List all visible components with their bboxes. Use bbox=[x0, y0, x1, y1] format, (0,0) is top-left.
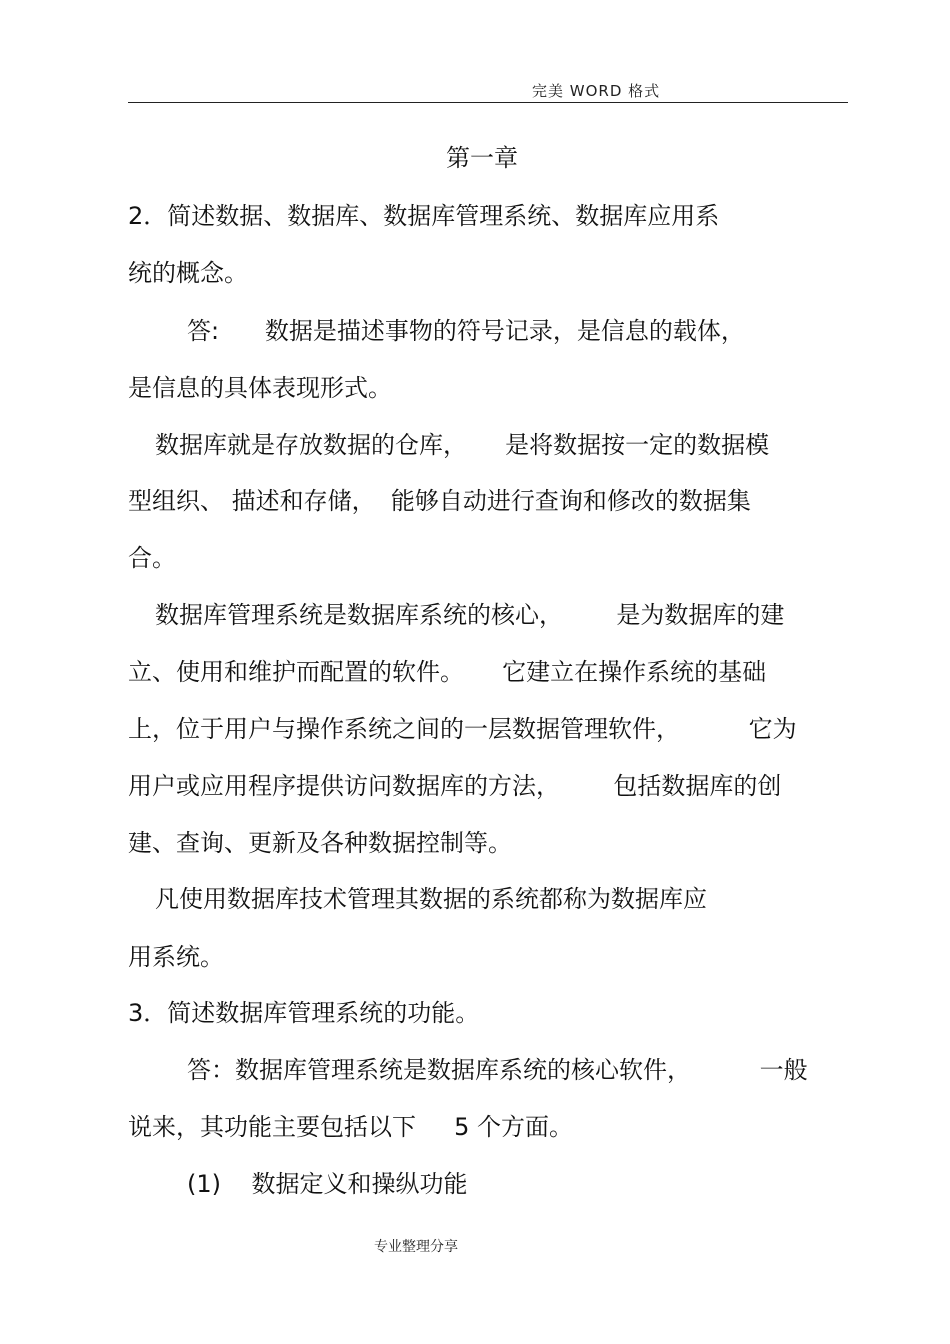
paragraph-dbms-line-2: 立、使用和维护而配置的软件。 它建立在操作系统的基础 bbox=[128, 658, 767, 686]
paragraph-dbas-line-1: 凡使用数据库技术管理其数据的系统都称为数据库应 bbox=[155, 885, 707, 913]
header-rule bbox=[128, 102, 848, 103]
answer-3-line-2: 说来，其功能主要包括以下 5 个方面。 bbox=[128, 1113, 574, 1141]
list-item-1: (1) 数据定义和操纵功能 bbox=[187, 1170, 468, 1198]
answer-2-line-1: 答: 数据是描述事物的符号记录，是信息的载体， bbox=[187, 317, 745, 345]
page-footer: 专业整理分享 bbox=[374, 1239, 458, 1255]
chapter-title: 第一章 bbox=[446, 144, 518, 172]
paragraph-dbms-line-1: 数据库管理系统是数据库系统的核心， 是为数据库的建 bbox=[155, 601, 785, 629]
question-2-line-1: 2．简述数据、数据库、数据库管理系统、数据库应用系 bbox=[128, 202, 720, 230]
question-2-line-2: 统的概念。 bbox=[128, 259, 248, 287]
paragraph-dbms-line-3: 上，位于用户与操作系统之间的一层数据管理软件， 它为 bbox=[128, 715, 797, 743]
paragraph-database-line-2: 型组织、 描述和存储， 能够自动进行查询和修改的数据集 bbox=[128, 487, 751, 515]
paragraph-dbas-line-2: 用系统。 bbox=[128, 943, 224, 971]
paragraph-dbms-line-4: 用户或应用程序提供访问数据库的方法， 包括数据库的创 bbox=[128, 772, 782, 800]
page-header: 完美 WORD 格式 bbox=[532, 82, 661, 100]
answer-3-line-1: 答：数据库管理系统是数据库系统的核心软件， 一般 bbox=[187, 1056, 808, 1084]
paragraph-database-line-3: 合。 bbox=[128, 544, 176, 572]
paragraph-dbms-line-5: 建、查询、更新及各种数据控制等。 bbox=[128, 829, 512, 857]
question-3: 3．简述数据库管理系统的功能。 bbox=[128, 999, 480, 1027]
answer-2-line-2: 是信息的具体表现形式。 bbox=[128, 374, 392, 402]
paragraph-database-line-1: 数据库就是存放数据的仓库， 是将数据按一定的数据模 bbox=[155, 431, 770, 459]
